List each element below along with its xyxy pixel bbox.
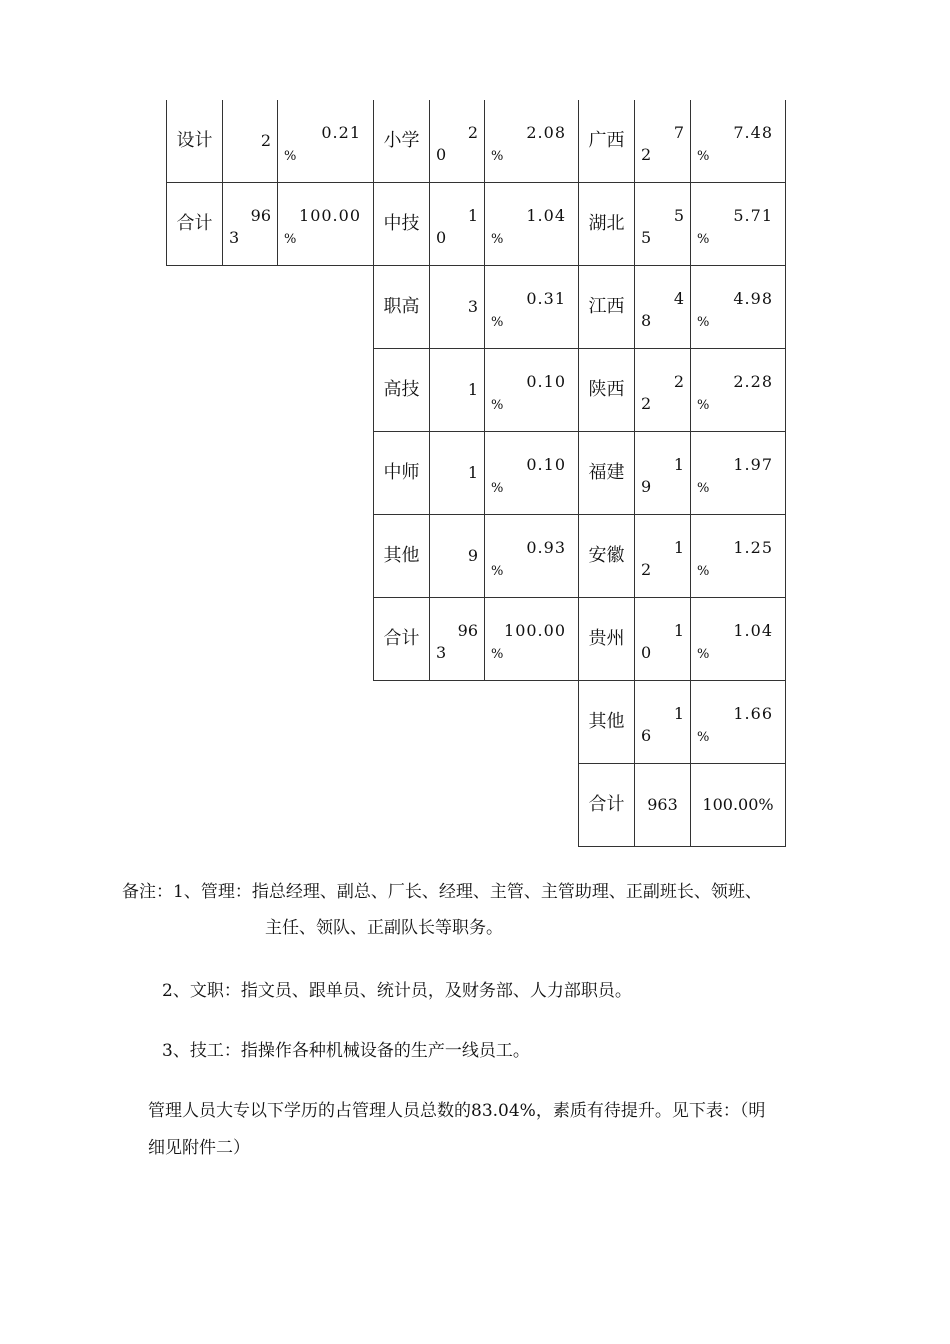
total-count: 96 3 (430, 598, 485, 681)
table-row (579, 266, 786, 349)
province-percent: 1.97 % (691, 432, 786, 515)
province-count: 2 2 (635, 349, 691, 432)
education-count: 1 (430, 349, 485, 432)
province-count: 5 5 (635, 183, 691, 266)
province-percent: 7.48 % (691, 100, 786, 183)
table-row (579, 515, 786, 598)
category-name: 设计 (167, 100, 223, 183)
education-table (373, 100, 579, 681)
education-count: 1 0 (430, 183, 485, 266)
province-name: 贵州 (579, 598, 635, 681)
table-row (579, 598, 786, 681)
province-name: 陕西 (579, 349, 635, 432)
education-percent: 0.10 % (485, 432, 579, 515)
province-percent: 1.25 % (691, 515, 786, 598)
province-count: 1 2 (635, 515, 691, 598)
province-percent: 1.04 % (691, 598, 786, 681)
table-row (579, 764, 786, 847)
total-label: 合计 (579, 764, 635, 847)
education-name: 中师 (374, 432, 430, 515)
province-percent: 5.71 % (691, 183, 786, 266)
education-percent: 0.31 % (485, 266, 579, 349)
table-row (374, 515, 579, 598)
province-count: 4 8 (635, 266, 691, 349)
education-count: 9 (430, 515, 485, 598)
province-table (578, 100, 786, 847)
total-count: 96 3 (223, 183, 278, 266)
table-row (579, 432, 786, 515)
note-3: 3、技工：指操作各种机械设备的生产一线员工。 (162, 1041, 530, 1061)
province-count: 7 2 (635, 100, 691, 183)
education-percent: 0.10 % (485, 349, 579, 432)
province-name: 广西 (579, 100, 635, 183)
table-row (167, 100, 374, 183)
total-percent: 100.00% (691, 764, 786, 847)
province-name: 安徽 (579, 515, 635, 598)
province-percent: 1.66 % (691, 681, 786, 764)
total-count: 963 (635, 764, 691, 847)
education-count: 3 (430, 266, 485, 349)
province-name: 江西 (579, 266, 635, 349)
education-name: 小学 (374, 100, 430, 183)
education-name: 中技 (374, 183, 430, 266)
table-row (374, 598, 579, 681)
province-name: 福建 (579, 432, 635, 515)
education-name: 其他 (374, 515, 430, 598)
education-percent: 0.93 % (485, 515, 579, 598)
education-percent: 2.08 % (485, 100, 579, 183)
table-row (579, 100, 786, 183)
table-row (579, 681, 786, 764)
category-percent: 0.21 % (278, 100, 374, 183)
province-count: 1 0 (635, 598, 691, 681)
province-percent: 2.28 % (691, 349, 786, 432)
note-1-line-1: 备注：1、管理：指总经理、副总、厂长、经理、主管、主管助理、正副班长、领班、 (122, 882, 762, 902)
province-count: 1 9 (635, 432, 691, 515)
total-percent: 100.00 % (278, 183, 374, 266)
category-count: 2 (223, 100, 278, 183)
job-category-table (166, 100, 374, 266)
table-row (579, 349, 786, 432)
total-label: 合计 (167, 183, 223, 266)
table-row (167, 183, 374, 266)
table-row (579, 183, 786, 266)
table-row (374, 100, 579, 183)
table-row (374, 266, 579, 349)
education-count: 1 (430, 432, 485, 515)
province-name: 湖北 (579, 183, 635, 266)
education-percent: 1.04 % (485, 183, 579, 266)
total-percent: 100.00 % (485, 598, 579, 681)
note-1-line-2: 主任、领队、正副队长等职务。 (265, 918, 503, 938)
summary-paragraph-line-2: 细见附件二） (148, 1138, 250, 1158)
note-2: 2、文职：指文员、跟单员、统计员，及财务部、人力部职员。 (162, 981, 632, 1001)
education-count: 2 0 (430, 100, 485, 183)
table-row (374, 183, 579, 266)
education-name: 高技 (374, 349, 430, 432)
table-row (374, 349, 579, 432)
province-percent: 4.98 % (691, 266, 786, 349)
province-name: 其他 (579, 681, 635, 764)
summary-paragraph-line-1: 管理人员大专以下学历的占管理人员总数的83.04%，素质有待提升。见下表：（明 (148, 1101, 766, 1121)
total-label: 合计 (374, 598, 430, 681)
province-count: 1 6 (635, 681, 691, 764)
table-row (374, 432, 579, 515)
education-name: 职高 (374, 266, 430, 349)
